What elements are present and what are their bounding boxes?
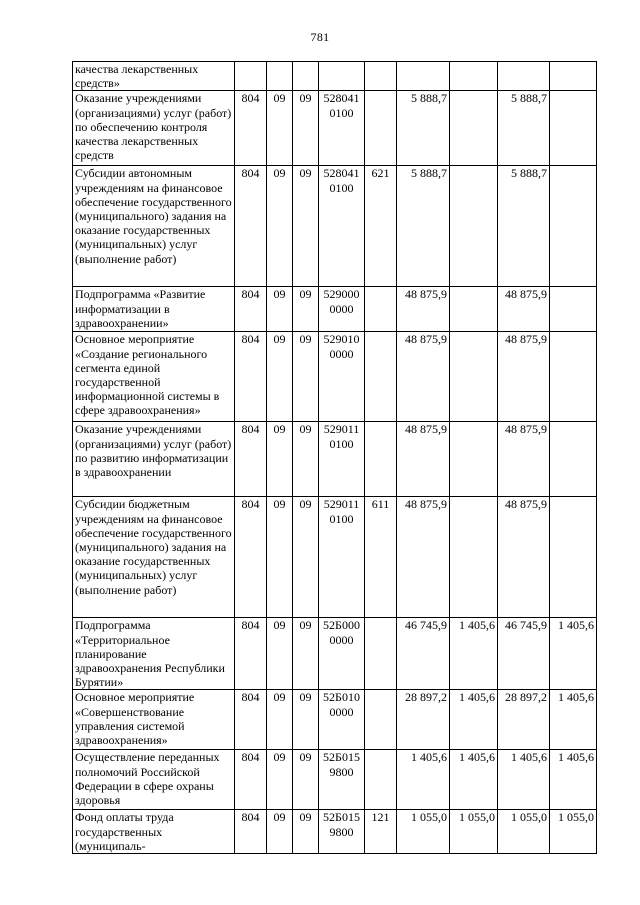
row-name: Фонд оплаты труда государственных (муниципаль-: [73, 810, 235, 854]
amount-total-2: 48 875,9: [498, 422, 550, 497]
subsection-code: [293, 62, 319, 91]
amount-federal: 1 055,0: [450, 810, 498, 854]
amount-federal-2: [550, 332, 597, 422]
row-name: Субсидии бюджетным учреждениям на финансовое обеспечение государственного (муниципального) задания на оказание государственных (муниципальных) услуг (выполнение работ): [73, 497, 235, 618]
amount-total: 1 055,0: [397, 810, 450, 854]
amount-federal: [450, 166, 498, 287]
amount-total: 46 745,9: [397, 618, 450, 690]
target-article-code: 529000 0000: [319, 287, 365, 332]
subsection-code: 09: [293, 810, 319, 854]
row-name: Оказание учреждениями (организациями) услуг (работ) по развитию информатизации в здравоохранении: [73, 422, 235, 497]
subsection-code: 09: [293, 422, 319, 497]
budget-table: [72, 61, 597, 854]
subsection-code: 09: [293, 332, 319, 422]
amount-total-2: 1 055,0: [498, 810, 550, 854]
amount-federal: [450, 332, 498, 422]
row-name: Подпрограмма «Территориальное планирование здравоохранения Республики Бурятии»: [73, 618, 235, 690]
ministry-code: 804: [235, 91, 267, 166]
ministry-code: 804: [235, 810, 267, 854]
subsection-code: 09: [293, 497, 319, 618]
ministry-code: 804: [235, 750, 267, 810]
amount-federal-2: [550, 166, 597, 287]
subsection-code: 09: [293, 166, 319, 287]
amount-federal: 1 405,6: [450, 750, 498, 810]
amount-total: 48 875,9: [397, 287, 450, 332]
expense-type-code: [365, 690, 397, 750]
section-code: 09: [267, 497, 293, 618]
expense-type-code: [365, 91, 397, 166]
ministry-code: 804: [235, 497, 267, 618]
amount-total: 5 888,7: [397, 91, 450, 166]
ministry-code: 804: [235, 287, 267, 332]
amount-federal-2: 1 405,6: [550, 750, 597, 810]
amount-total: 48 875,9: [397, 422, 450, 497]
target-article-code: 52Б000 0000: [319, 618, 365, 690]
target-article-code: 529011 0100: [319, 497, 365, 618]
target-article-code: 52Б015 9800: [319, 810, 365, 854]
ministry-code: [235, 62, 267, 91]
amount-federal: [450, 422, 498, 497]
amount-federal-2: 1 405,6: [550, 690, 597, 750]
subsection-code: 09: [293, 91, 319, 166]
expense-type-code: [365, 618, 397, 690]
table-row: [73, 422, 597, 497]
amount-federal-2: [550, 422, 597, 497]
amount-total-2: 48 875,9: [498, 287, 550, 332]
section-code: 09: [267, 287, 293, 332]
table-row: [73, 497, 597, 618]
amount-federal-2: [550, 62, 597, 91]
row-name: Субсидии автономным учреждениям на финансовое обеспечение государственного (муниципального) задания на оказание государственных (муниципальных) услуг (выполнение работ): [73, 166, 235, 287]
section-code: 09: [267, 166, 293, 287]
target-article-code: [319, 62, 365, 91]
subsection-code: 09: [293, 690, 319, 750]
amount-total: 5 888,7: [397, 166, 450, 287]
row-name: Основное мероприятие «Совершенствование управления системой здравоохранения»: [73, 690, 235, 750]
amount-total-2: 48 875,9: [498, 332, 550, 422]
ministry-code: 804: [235, 166, 267, 287]
section-code: 09: [267, 91, 293, 166]
subsection-code: 09: [293, 287, 319, 332]
amount-total: [397, 62, 450, 91]
amount-total: 28 897,2: [397, 690, 450, 750]
table-row: [73, 287, 597, 332]
amount-total: 1 405,6: [397, 750, 450, 810]
amount-federal: 1 405,6: [450, 618, 498, 690]
amount-federal: [450, 91, 498, 166]
amount-federal-2: 1 405,6: [550, 618, 597, 690]
amount-federal: [450, 62, 498, 91]
section-code: 09: [267, 810, 293, 854]
table-row: [73, 750, 597, 810]
table-row: [73, 166, 597, 287]
target-article-code: 52Б010 0000: [319, 690, 365, 750]
table-row: [73, 62, 597, 91]
expense-type-code: 611: [365, 497, 397, 618]
amount-federal: 1 405,6: [450, 690, 498, 750]
target-article-code: 529011 0100: [319, 422, 365, 497]
subsection-code: 09: [293, 618, 319, 690]
section-code: 09: [267, 750, 293, 810]
table-row: [73, 690, 597, 750]
ministry-code: 804: [235, 422, 267, 497]
amount-total: 48 875,9: [397, 497, 450, 618]
target-article-code: 529010 0000: [319, 332, 365, 422]
amount-federal: [450, 497, 498, 618]
expense-type-code: 621: [365, 166, 397, 287]
amount-federal-2: [550, 91, 597, 166]
ministry-code: 804: [235, 332, 267, 422]
row-name: качества лекарственных средств»: [73, 62, 235, 91]
row-name: Оказание учреждениями (организациями) услуг (работ) по обеспечению контроля качества лекарственных средств: [73, 91, 235, 166]
row-name: Осуществление переданных полномочий Российской Федерации в сфере охраны здоровья: [73, 750, 235, 810]
target-article-code: 52Б015 9800: [319, 750, 365, 810]
amount-federal-2: [550, 287, 597, 332]
amount-total-2: 28 897,2: [498, 690, 550, 750]
expense-type-code: [365, 287, 397, 332]
ministry-code: 804: [235, 690, 267, 750]
section-code: [267, 62, 293, 91]
amount-total-2: [498, 62, 550, 91]
page-number: 781: [310, 30, 330, 44]
amount-total-2: 5 888,7: [498, 166, 550, 287]
amount-total-2: 1 405,6: [498, 750, 550, 810]
expense-type-code: [365, 62, 397, 91]
expense-type-code: [365, 422, 397, 497]
row-name: Подпрограмма «Развитие информатизации в здравоохранении»: [73, 287, 235, 332]
table-row: [73, 810, 597, 854]
table-row: [73, 91, 597, 166]
table-row: [73, 618, 597, 690]
amount-total: 48 875,9: [397, 332, 450, 422]
subsection-code: 09: [293, 750, 319, 810]
expense-type-code: [365, 750, 397, 810]
section-code: 09: [267, 332, 293, 422]
row-name: Основное мероприятие «Создание регионального сегмента единой государственной информационной системы в сфере здравоохранения»: [73, 332, 235, 422]
amount-total-2: 46 745,9: [498, 618, 550, 690]
table-row: [73, 332, 597, 422]
amount-total-2: 5 888,7: [498, 91, 550, 166]
target-article-code: 528041 0100: [319, 91, 365, 166]
amount-total-2: 48 875,9: [498, 497, 550, 618]
target-article-code: 528041 0100: [319, 166, 365, 287]
amount-federal: [450, 287, 498, 332]
amount-federal-2: [550, 497, 597, 618]
section-code: 09: [267, 618, 293, 690]
section-code: 09: [267, 422, 293, 497]
ministry-code: 804: [235, 618, 267, 690]
expense-type-code: 121: [365, 810, 397, 854]
amount-federal-2: 1 055,0: [550, 810, 597, 854]
expense-type-code: [365, 332, 397, 422]
section-code: 09: [267, 690, 293, 750]
